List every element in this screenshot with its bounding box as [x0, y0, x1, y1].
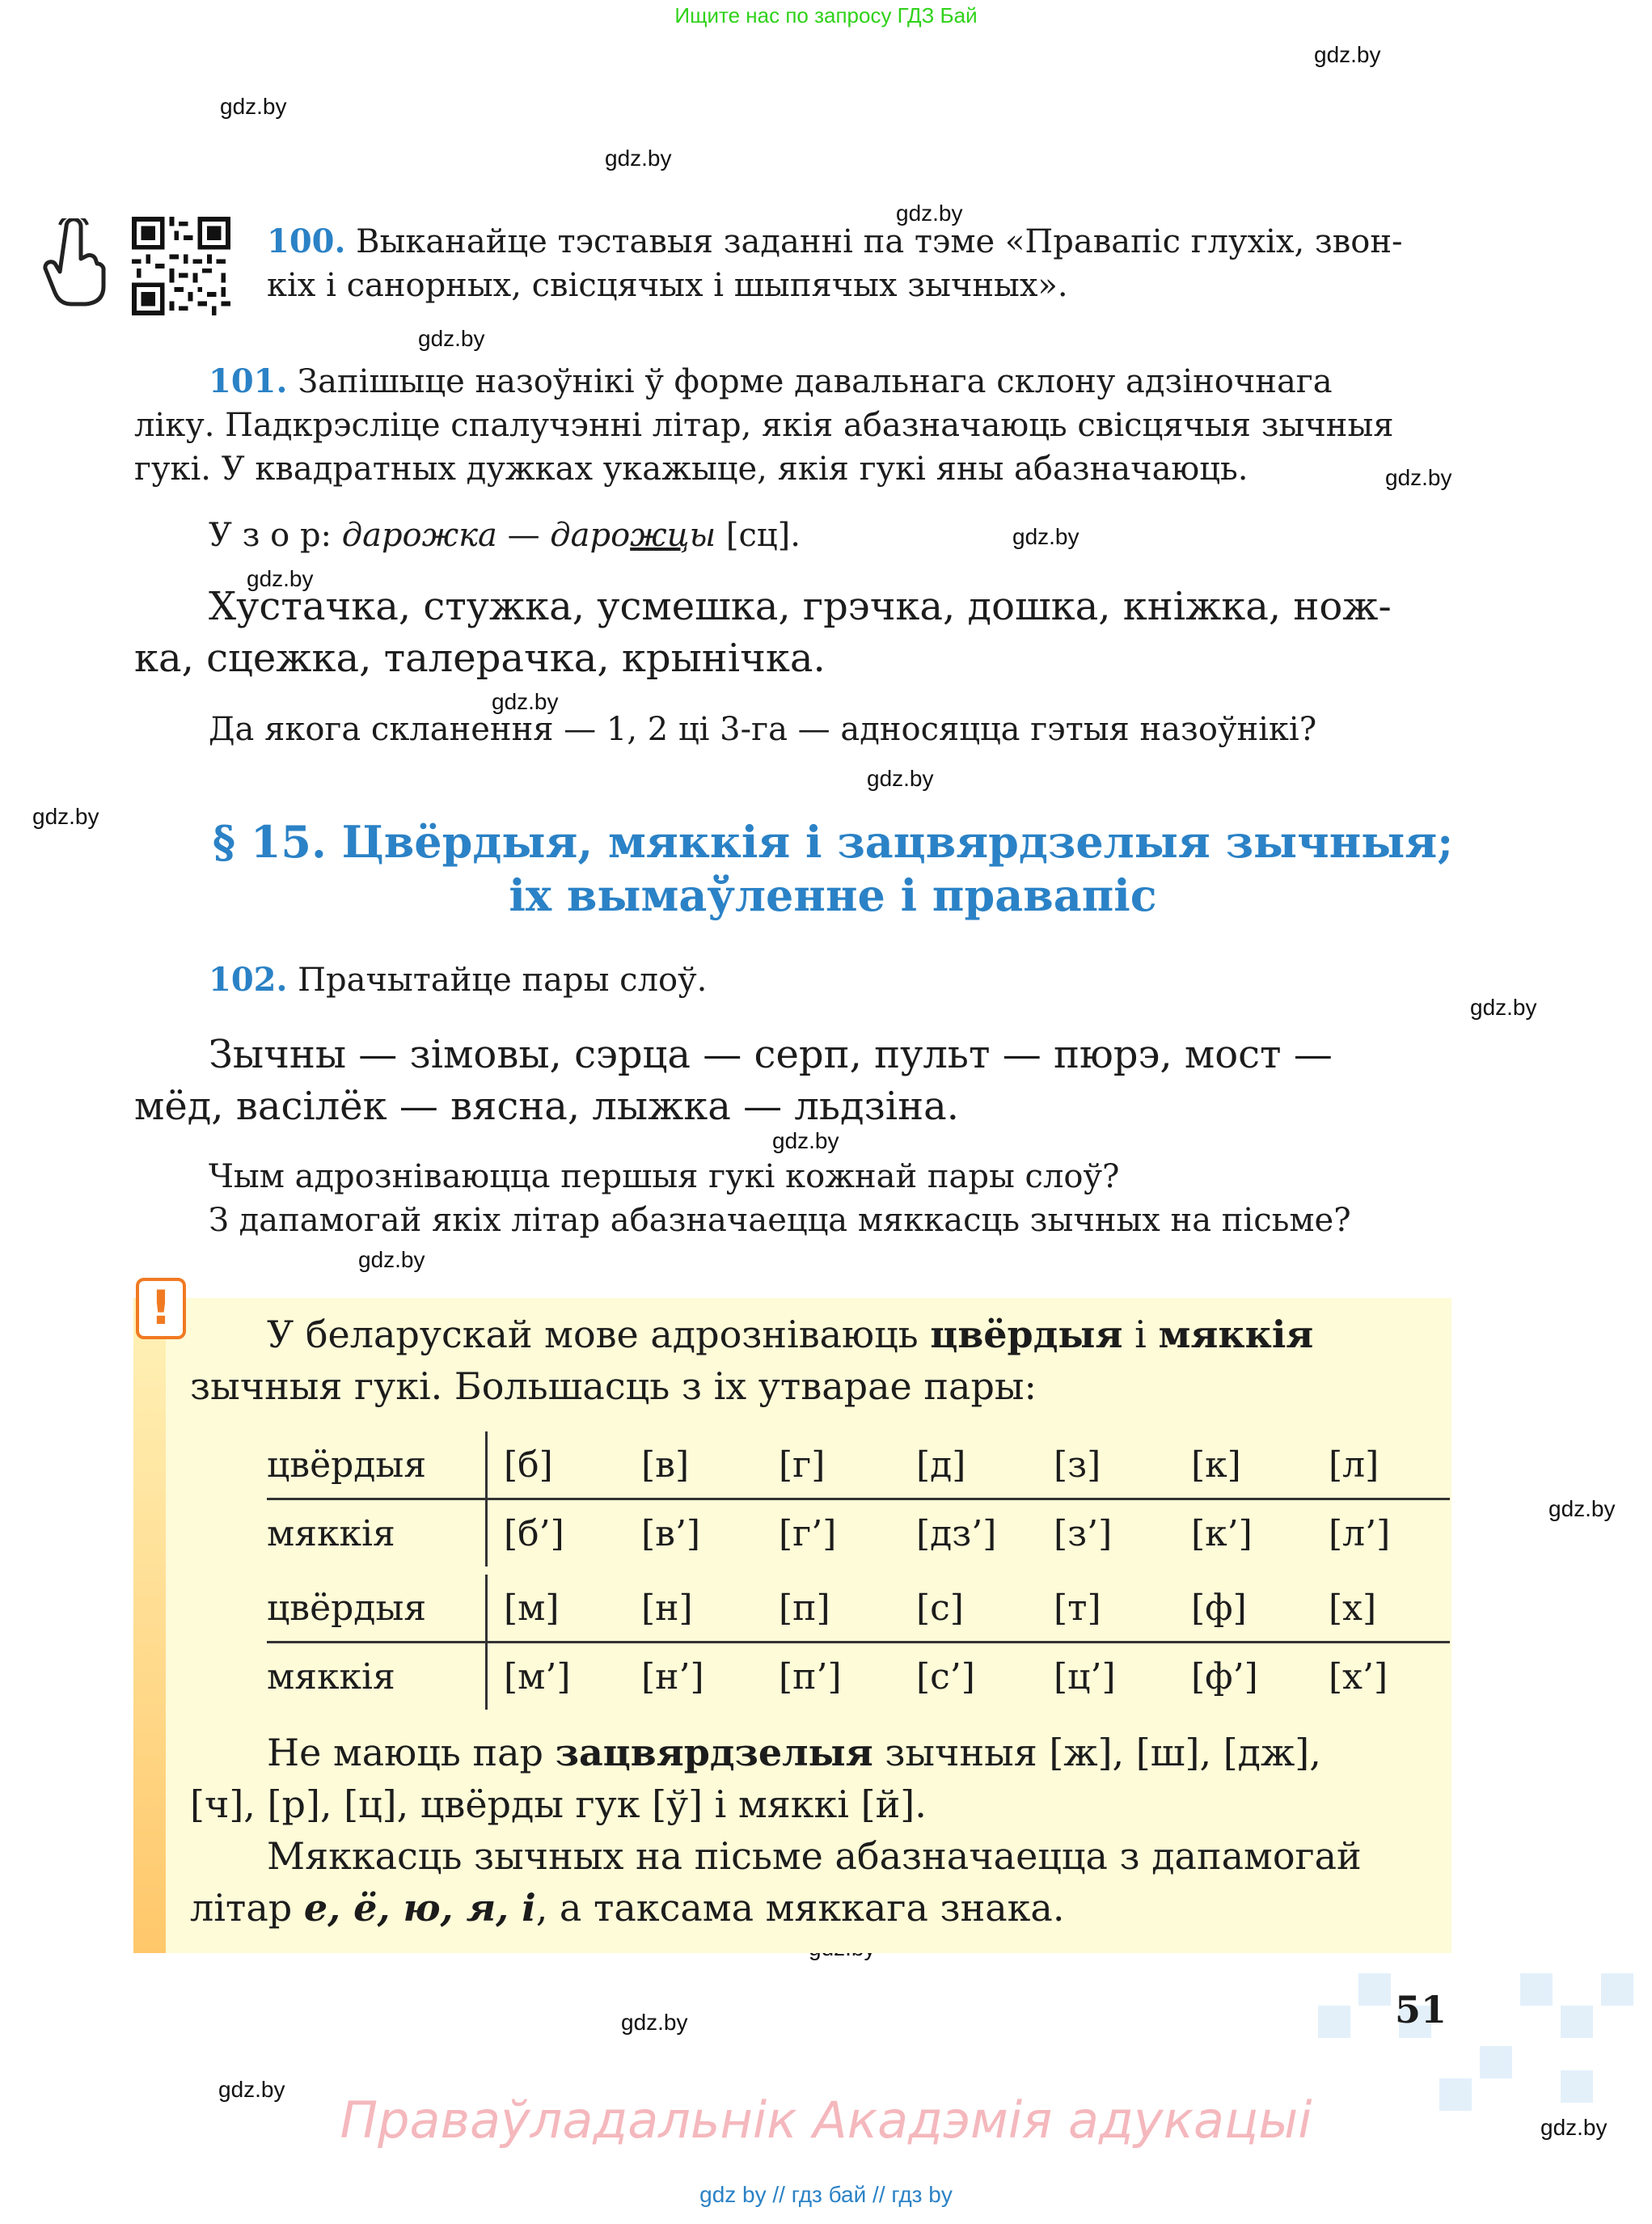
table-cell: [б’]	[504, 1512, 564, 1554]
rule-text: і	[1122, 1313, 1159, 1356]
watermark: gdz.by	[1470, 995, 1537, 1020]
exclamation-icon: !	[136, 1278, 186, 1339]
questions-102	[209, 1155, 1351, 1242]
section-heading	[146, 815, 1520, 922]
top-search-note: Ищите нас по запросу ГДЗ Бай	[674, 3, 978, 27]
section-heading-line1: § 15. Цвёрдыя, мяккія і зацвярдзелыя зычныя;	[212, 816, 1454, 868]
watermark: gdz.by	[418, 326, 485, 351]
watermark: gdz.by	[220, 94, 287, 119]
rule-stripe	[133, 1298, 166, 1953]
table-cell: [в]	[625, 1431, 763, 1499]
sample-word: дарожка	[341, 517, 497, 554]
rule-text: зычныя [ж], [ш], [дж],	[872, 1731, 1321, 1774]
exercise-text: ліку. Падкрэсліце спалучэнні літар, якія абазначаюць свісцячыя зычныя	[134, 407, 1394, 444]
watermark: gdz.by	[1012, 524, 1080, 549]
table-cell: [к]	[1175, 1431, 1312, 1499]
watermark: gdz.by	[218, 2077, 285, 2102]
table-row	[267, 1499, 1450, 1567]
row-label: цвёрдыя	[267, 1575, 461, 1643]
exercise-number: 101.	[209, 362, 288, 400]
watermark: gdz.by	[621, 2010, 688, 2035]
sample-label: У з о р:	[209, 517, 332, 554]
rule-text: літар	[190, 1886, 304, 1930]
word-list-101	[134, 581, 1392, 684]
word-line: ка, сцежка, талерачка, крынічка.	[134, 636, 826, 681]
table-cell: [ц’]	[1054, 1655, 1116, 1698]
rule-text: [ч], [р], [ц], цвёрды гук [ў] і мяккі [й].	[190, 1782, 927, 1826]
watermark: gdz.by	[492, 689, 559, 714]
question-101: Да якога скланення — 1, 2 ці 3-га — адносяцца гэтыя назоўнікі?	[209, 711, 1317, 748]
page-number: 51	[1395, 1988, 1447, 2032]
sample-post: ы	[689, 517, 716, 554]
word-list-102	[134, 1029, 1333, 1132]
watermark: gdz.by	[772, 1128, 839, 1153]
watermark: gdz.by	[358, 1247, 425, 1272]
word-line: Хустачка, стужка, усмешка, грэчка, дошка, кніжка, нож-	[209, 584, 1392, 629]
exercise-text: Выканайце тэставыя заданні па тэме «Правапіс глухіх, звон-	[356, 223, 1403, 260]
table-cell: [з]	[1037, 1431, 1175, 1499]
watermark: gdz.by	[1314, 42, 1381, 67]
rule-text: Не маюць пар	[267, 1731, 556, 1774]
table-cell: [с]	[900, 1575, 1037, 1643]
sample	[209, 514, 801, 557]
dash: —	[507, 517, 540, 554]
rule-text: , а таксама мяккага знака.	[535, 1886, 1065, 1930]
footer-links[interactable]: gdz by // гдз бай // гдз by	[699, 2182, 953, 2207]
exercise-102	[209, 958, 707, 1002]
row-label: мяккія	[267, 1655, 395, 1698]
hand-pointer-icon	[42, 218, 107, 307]
word-line: Зычны — зімовы, сэрца — серп, пульт — пюрэ, мост —	[209, 1032, 1333, 1077]
table-cell: [т]	[1037, 1575, 1175, 1643]
rule-bold: мяккія	[1158, 1313, 1314, 1356]
watermark: gdz.by	[247, 566, 314, 591]
table-cell: [б]	[487, 1431, 626, 1499]
table-cell: [ф’]	[1191, 1655, 1258, 1698]
rule-text: У беларускай мове адрозніваюць	[267, 1313, 931, 1356]
table-cell: [м’]	[504, 1655, 571, 1698]
exercise-text: гукі. У квадратных дужках укажыце, якія гукі яны абазначаюць.	[134, 450, 1249, 488]
question: З дапамогай якіх літар абазначаецца мяккасць зычных на пісьме?	[209, 1202, 1351, 1239]
watermark: gdz.by	[1540, 2115, 1608, 2140]
table-cell: [п]	[763, 1575, 900, 1643]
exercise-text: Прачытайце пары слоў.	[298, 962, 708, 999]
table-cell: [д]	[900, 1431, 1037, 1499]
watermark: gdz.by	[896, 201, 963, 226]
table-cell: [з’]	[1054, 1512, 1113, 1554]
table-cell: [к’]	[1191, 1512, 1253, 1554]
watermark: gdz.by	[32, 804, 99, 829]
table-row	[267, 1431, 1450, 1499]
rule-bold: зацвярдзелыя	[555, 1731, 873, 1774]
exercise-text: кіх і санорных, свісцячых і шыпячых зычных».	[267, 267, 1068, 304]
sample-sound: [сц].	[725, 517, 801, 554]
watermark: gdz.by	[1385, 465, 1452, 490]
table-cell: [л’]	[1329, 1512, 1391, 1554]
section-heading-line2: іх вымаўленне і правапіс	[509, 869, 1157, 921]
row-label: мяккія	[267, 1512, 395, 1554]
table-cell: [н]	[625, 1575, 763, 1643]
exercise-number: 102.	[209, 961, 288, 999]
table-row	[267, 1575, 1450, 1643]
table-cell: [м]	[487, 1575, 626, 1643]
table-cell: [л]	[1312, 1431, 1450, 1499]
qr-code-icon[interactable]	[132, 217, 230, 315]
exercise-101	[134, 360, 1454, 491]
watermark: gdz.by	[867, 766, 934, 791]
copyright-footer: Праваўладальнік Акадэмія адукацыі	[340, 2091, 1312, 2150]
table-cell: [х]	[1312, 1575, 1450, 1643]
word-line: мёд, васілёк — вясна, лыжка — льдзіна.	[134, 1084, 959, 1129]
rule-text: зычныя гукі. Большасць з іх утварае пары:	[190, 1364, 1037, 1408]
table-cell: [ф]	[1175, 1575, 1312, 1643]
table-cell: [х’]	[1329, 1655, 1388, 1698]
rule-paragraph-2	[190, 1727, 1435, 1934]
sample-pre: даро	[550, 517, 631, 554]
exercise-100	[267, 220, 1403, 307]
watermark: gdz.by	[605, 146, 672, 171]
table-cell: [г’]	[779, 1512, 837, 1554]
watermark: gdz.by	[1548, 1496, 1616, 1521]
sample-underlined: жц	[630, 517, 690, 554]
table-cell: [п’]	[779, 1655, 842, 1698]
table-cell: [в’]	[641, 1512, 701, 1554]
table-cell: [н’]	[641, 1655, 704, 1698]
table-row	[267, 1643, 1450, 1710]
question: Чым адрозніваюцца першыя гукі кожнай пары слоў?	[209, 1158, 1120, 1195]
rule-bold: цвёрдыя	[930, 1313, 1123, 1356]
rule-text: Мяккасць зычных на пісьме абазначаецца з дапамогай	[267, 1834, 1362, 1878]
exercise-text: Запішыце назоўнікі ў форме давальнага склону адзіночнага	[298, 363, 1333, 400]
table-cell: [с’]	[916, 1655, 975, 1698]
consonant-table	[267, 1431, 1450, 1710]
table-cell: [г]	[763, 1431, 900, 1499]
rule-paragraph-1	[190, 1309, 1435, 1412]
exercise-number: 100.	[267, 222, 346, 260]
row-label: цвёрдыя	[267, 1431, 461, 1499]
table-cell: [дз’]	[916, 1512, 997, 1554]
rule-letters: е, ё, ю, я, і	[303, 1886, 536, 1930]
